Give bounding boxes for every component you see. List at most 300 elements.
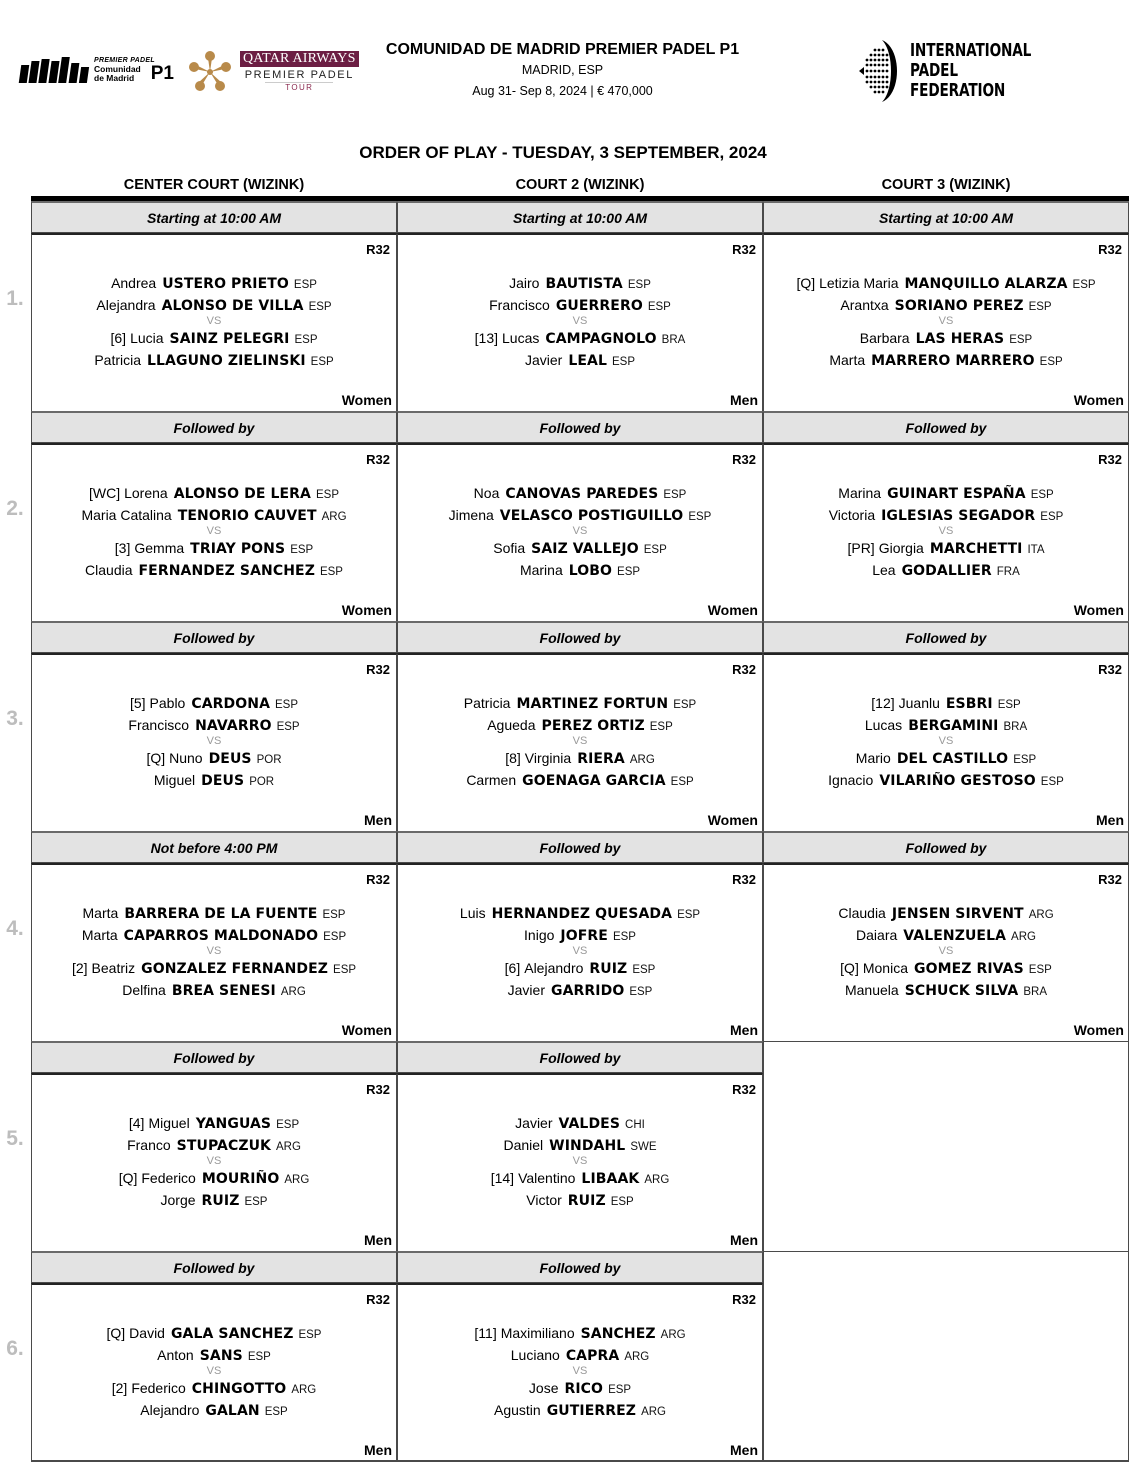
player-nationality: ESP [1030,489,1054,501]
category-label: Men [1096,812,1124,828]
player-last-name: BREA SENESI [171,983,276,999]
round-label: R32 [366,452,390,467]
ipf-line3: FEDERATION [910,81,1006,101]
match-card [763,653,1129,831]
player-nationality: ESP [610,1196,634,1208]
round-label: R32 [1098,872,1122,887]
player-first-name: Claudia [85,562,133,578]
start-time-label: Followed by [763,411,1129,443]
match-players [764,902,1128,1001]
player-last-name: RUIZ [201,1193,240,1209]
player-nationality: POR [256,754,282,766]
player-seed: [6] [504,960,521,976]
player-last-name: LLAGUNO ZIELINSKI [147,353,306,369]
player-last-name: RUIZ [589,961,628,977]
empty-cell [763,1041,1129,1251]
category-label: Women [707,812,758,828]
match-players [764,482,1128,581]
player-first-name: Manuela [844,982,899,998]
player-line [398,1399,762,1421]
slot-number: 6. [6,1337,24,1360]
player-first-name: Barbara [859,330,910,346]
player-first-name: Marta [81,927,118,943]
ipf-line2: PADEL [910,61,958,81]
player-first-name: Victor [526,1192,562,1208]
player-seed: [Q] [796,275,816,291]
page-title: ORDER OF PLAY - TUESDAY, 3 SEPTEMBER, 2024 [359,143,767,162]
player-line [32,692,396,714]
match-players [398,272,762,371]
match-card [397,233,763,411]
match-card [397,1073,763,1251]
player-line [398,1322,762,1344]
player-line [764,747,1128,769]
versus-label: VS [938,525,954,537]
player-line [764,559,1128,581]
player-line [764,537,1128,559]
player-line [32,482,396,504]
player-last-name: RICO [564,1381,604,1397]
player-line [32,1322,396,1344]
player-last-name: CANOVAS PAREDES [505,486,659,502]
player-last-name: CARDONA [191,696,271,712]
player-last-name: SAINZ PELEGRI [169,331,290,347]
start-time-label: Followed by [763,831,1129,863]
match-card [31,1073,397,1251]
match-card [397,443,763,621]
player-first-name: Anton [157,1347,194,1363]
category-label: Men [364,1232,392,1248]
round-label: R32 [1098,662,1122,677]
match-cell [763,831,1129,1041]
player-nationality: ESP [290,544,314,556]
player-first-name: Lucia [130,330,164,346]
player-last-name: MARCHETTI [929,541,1023,557]
logo-brand-top: PREMIER PADEL [94,57,155,64]
player-first-name: Patricia [94,352,142,368]
player-nationality: ESP [319,566,343,578]
player-first-name: Juanlu [898,695,940,711]
versus-label: VS [206,735,222,747]
player-first-name: Daniel [503,1137,544,1153]
player-last-name: JOFRE [560,928,608,944]
match-cell [397,621,763,831]
player-first-name: Javier [515,1115,553,1131]
match-players [398,482,762,581]
match-card [31,653,397,831]
player-last-name: BARRERA DE LA FUENTE [124,906,318,922]
round-label: R32 [366,1082,390,1097]
versus-label: VS [938,945,954,957]
player-line [764,272,1128,294]
player-first-name: Carmen [466,772,517,788]
player-line [32,504,396,526]
player-line [398,349,762,371]
skyline-icon [20,57,88,83]
start-time-label: Not before 4:00 PM [31,831,397,863]
player-last-name: PEREZ ORTIZ [541,718,645,734]
player-last-name: CAMPAGNOLO [545,331,657,347]
versus-label: VS [572,525,588,537]
start-time-label: Followed by [31,1251,397,1283]
player-line [764,349,1128,371]
player-line [398,1167,762,1189]
category-label: Women [1073,392,1124,408]
player-first-name: Lorena [124,485,168,501]
versus-label: VS [206,525,222,537]
player-last-name: SAIZ VALLEJO [531,541,639,557]
player-nationality: SWE [630,1141,657,1153]
player-nationality: BRA [1023,986,1047,998]
player-line [764,504,1128,526]
player-first-name: Francisco [489,297,550,313]
player-first-name: Francisco [128,717,190,733]
player-last-name: LIBAAK [581,1171,640,1187]
player-line [32,559,396,581]
player-seed: [6] [110,330,127,346]
player-nationality: ESP [629,986,653,998]
player-nationality: ESP [670,776,694,788]
match-card [397,1283,763,1461]
match-cell [763,201,1129,411]
player-seed: [8] [505,750,521,766]
player-first-name: Alejandro [524,960,584,976]
player-nationality: FRA [996,566,1020,578]
player-line [32,1399,396,1421]
round-label: R32 [732,452,756,467]
player-line [764,692,1128,714]
match-players [764,272,1128,371]
player-nationality: ESP [1040,511,1064,523]
round-label: R32 [366,1292,390,1307]
category-label: Men [730,1442,758,1458]
player-seed: [PR] [847,540,875,556]
player-line [32,979,396,1001]
court-header-center: CENTER COURT (WIZINK) [123,177,305,193]
versus-label: VS [938,735,954,747]
player-line [398,272,762,294]
round-label: R32 [732,1082,756,1097]
player-nationality: ARG [644,1174,670,1186]
tournament-dates-prize: Aug 31- Sep 8, 2024 | € 470,000 [472,84,653,98]
player-first-name: Agustin [494,1402,541,1418]
match-cell [397,201,763,411]
player-last-name: BERGAMINI [908,718,999,734]
player-line [398,957,762,979]
player-line [398,1134,762,1156]
tournament-info [370,40,755,99]
category-label: Women [341,1022,392,1038]
slot-number: 5. [6,1127,24,1150]
player-first-name: Sofia [493,540,526,556]
player-last-name: CAPRA [565,1348,620,1364]
match-cell [397,1251,763,1461]
category-label: Men [730,1022,758,1038]
match-players [32,692,396,791]
player-last-name: DEL CASTILLO [896,751,1009,767]
match-card [31,1283,397,1461]
player-first-name: Daiara [856,927,898,943]
start-time-label: Followed by [397,1041,763,1073]
match-players [764,692,1128,791]
player-line [32,957,396,979]
player-line [764,902,1128,924]
player-nationality: ESP [308,301,332,313]
slot-number: 1. [6,287,24,310]
player-first-name: Andrea [111,275,157,291]
player-nationality: ARG [276,1141,301,1153]
versus-label: VS [572,945,588,957]
category-label: Men [364,812,392,828]
player-first-name: Mario [855,750,891,766]
round-label: R32 [732,1292,756,1307]
start-time-label: Followed by [397,621,763,653]
ipf-line1: INTERNATIONAL [910,41,1032,61]
round-label: R32 [732,242,756,257]
player-nationality: ESP [322,909,346,921]
player-nationality: ESP [244,1196,268,1208]
player-last-name: GALA SANCHEZ [170,1326,294,1342]
match-cell [397,831,763,1041]
player-line [398,1377,762,1399]
player-nationality: POR [249,776,275,788]
player-line [32,1344,396,1366]
slot-number: 3. [6,707,24,730]
tour-name: PREMIER PADEL [244,69,354,81]
match-card [763,863,1129,1041]
player-first-name: Luis [459,905,486,921]
match-card [397,863,763,1041]
player-nationality: ESP [333,964,357,976]
player-line [32,924,396,946]
player-first-name: Lea [872,562,896,578]
match-players [398,902,762,1001]
versus-label: VS [206,1365,222,1377]
versus-label: VS [572,315,588,327]
match-players [398,692,762,791]
player-seed: [2] [71,960,88,976]
player-seed: [Q] [106,1325,126,1341]
player-last-name: TRIAY PONS [190,541,286,557]
player-first-name: David [129,1325,165,1341]
player-last-name: MARTINEZ FORTUN [516,696,669,712]
tour-label: TOUR [265,82,333,93]
versus-label: VS [572,1365,588,1377]
empty-cell [763,1251,1129,1461]
player-last-name: SORIANO PEREZ [894,298,1024,314]
player-seed: [5] [129,695,146,711]
versus-label: VS [206,1155,222,1167]
player-nationality: ARG [291,1384,317,1396]
player-last-name: LEAL [568,353,607,369]
player-nationality: ESP [608,1384,632,1396]
player-line [32,537,396,559]
match-players [398,1112,762,1211]
player-last-name: GODALLIER [901,563,992,579]
player-nationality: BRA [661,334,686,346]
player-line [32,327,396,349]
player-last-name: RIERA [577,751,625,767]
player-last-name: BAUTISTA [545,276,623,292]
round-label: R32 [1098,452,1122,467]
player-first-name: Letizia Maria [819,275,899,291]
padel-racket-icon [856,38,904,104]
player-last-name: MOURIÑO [201,1171,280,1187]
player-last-name: ALONSO DE LERA [173,486,311,502]
player-seed: [11] [474,1325,497,1341]
player-nationality: ARG [1028,909,1054,921]
player-first-name: Jose [528,1380,559,1396]
player-line [32,1167,396,1189]
player-last-name: VALDES [558,1116,621,1132]
player-line [32,1189,396,1211]
player-nationality: ARG [641,1406,666,1418]
player-nationality: ARG [1011,931,1036,943]
start-time-label: Followed by [31,411,397,443]
player-first-name: Monica [862,960,908,976]
player-line [398,537,762,559]
category-label: Women [341,602,392,618]
player-first-name: Patricia [463,695,511,711]
player-nationality: ESP [673,699,697,711]
match-cell [31,1041,397,1251]
player-line [32,294,396,316]
player-nationality: BRA [1003,721,1028,733]
player-line [32,714,396,736]
slot-number: 4. [6,917,24,940]
start-time-label: Starting at 10:00 AM [31,201,397,233]
player-first-name: Valentino [518,1170,576,1186]
player-first-name: Marina [519,562,563,578]
player-line [32,747,396,769]
player-first-name: Javier [524,352,563,368]
start-time-label: Followed by [397,831,763,863]
match-card [31,233,397,411]
player-last-name: SCHUCK SILVA [904,983,1019,999]
player-seed: [14] [490,1170,515,1186]
player-line [32,769,396,791]
player-nationality: ESP [997,699,1021,711]
player-nationality: ESP [293,279,317,291]
player-nationality: ESP [294,334,318,346]
player-last-name: HERNANDEZ QUESADA [491,906,673,922]
empty-slot [763,1251,1129,1461]
player-line [398,482,762,504]
player-last-name: DEUS [208,751,252,767]
player-first-name: Jimena [448,507,494,523]
player-nationality: ESP [247,1351,271,1363]
player-nationality: ESP [1072,279,1096,291]
player-line [764,924,1128,946]
player-line [32,272,396,294]
player-last-name: STUPACZUK [176,1138,271,1154]
player-line [398,747,762,769]
player-line [764,327,1128,349]
match-cell [763,411,1129,621]
match-cell [31,831,397,1041]
player-line [398,504,762,526]
player-last-name: SANCHEZ [580,1326,656,1342]
player-first-name: Claudia [838,905,886,921]
player-seed: [Q] [118,1170,138,1186]
player-first-name: Giorgia [878,540,924,556]
player-first-name: Javier [507,982,545,998]
player-line [398,924,762,946]
comunidad-madrid-p1-logo [20,55,174,85]
round-label: R32 [1098,242,1122,257]
order-of-play-grid [6,201,1129,1461]
player-first-name: Jairo [509,275,540,291]
player-nationality: ESP [298,1329,322,1341]
player-first-name: Inigo [524,927,555,943]
match-players [398,1322,762,1421]
player-first-name: Alejandro [140,1402,200,1418]
slot-number: 2. [6,497,24,520]
player-nationality: ESP [612,931,636,943]
start-time-label: Followed by [397,1251,763,1283]
player-last-name: VALENZUELA [903,928,1007,944]
player-line [32,1377,396,1399]
player-first-name: Maria Catalina [81,507,172,523]
versus-label: VS [206,945,222,957]
player-nationality: ARG [321,511,347,523]
player-last-name: USTERO PRIETO [162,276,289,292]
player-seed: [Q] [840,960,859,976]
player-nationality: ESP [677,909,701,921]
player-nationality: ESP [1028,301,1052,313]
round-label: R32 [732,662,756,677]
tournament-location: MADRID, ESP [521,63,604,77]
flower-emblem-icon [188,50,232,94]
player-last-name: GUERRERO [555,298,643,314]
player-nationality: ESP [275,699,299,711]
player-first-name: Noa [473,485,500,501]
player-line [398,902,762,924]
court-header-3: COURT 3 (WIZINK) [881,177,1011,193]
slot-row [6,411,1129,621]
player-nationality: ARG [629,754,655,766]
player-last-name: GALAN [205,1403,260,1419]
court-header-2: COURT 2 (WIZINK) [515,177,645,193]
player-first-name: Franco [127,1137,171,1153]
player-nationality: ESP [663,489,687,501]
player-last-name: ESBRI [945,696,993,712]
player-last-name: GOMEZ RIVAS [913,961,1024,977]
match-card [31,863,397,1041]
player-last-name: SANS [199,1348,243,1364]
player-seed: [2] [111,1380,128,1396]
player-last-name: IGLESIAS SEGADOR [881,508,1036,524]
player-first-name: Victoria [828,507,876,523]
match-card [763,233,1129,411]
player-seed: [3] [114,540,131,556]
slot-row [6,831,1129,1041]
player-first-name: Jorge [160,1192,196,1208]
player-first-name: Luciano [510,1347,560,1363]
player-first-name: Agueda [487,717,536,733]
player-nationality: ESP [627,279,651,291]
match-card [31,443,397,621]
player-last-name: JENSEN SIRVENT [891,906,1024,922]
player-last-name: NAVARRO [195,718,272,734]
category-label: Men [730,1232,758,1248]
player-last-name: WINDAHL [549,1138,626,1154]
player-last-name: YANGUAS [195,1116,272,1132]
player-nationality: ESP [276,721,300,733]
player-seed: [12] [871,695,895,711]
player-nationality: ESP [276,1119,300,1131]
logo-line2: de Madrid [94,72,135,83]
